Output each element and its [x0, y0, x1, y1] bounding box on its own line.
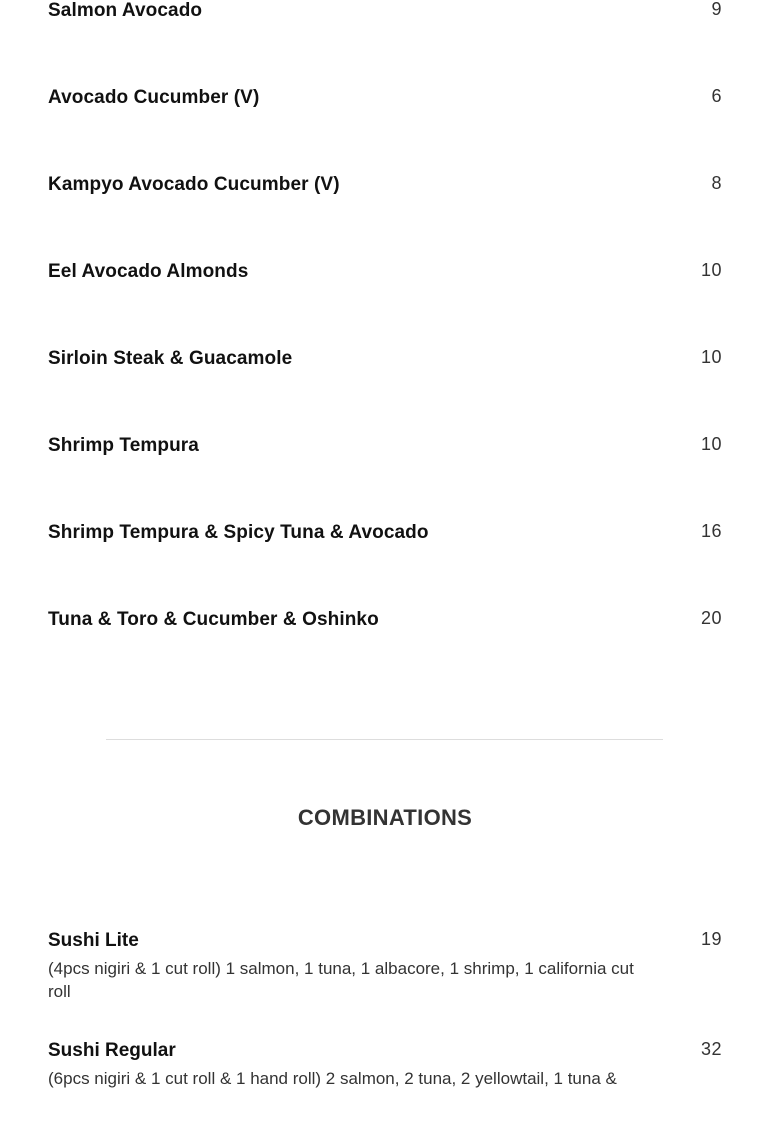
- item-name: Sirloin Steak & Guacamole: [48, 348, 293, 369]
- menu-item: [48, 346, 722, 433]
- item-name: Tuna & Toro & Cucumber & Oshinko: [48, 609, 379, 630]
- menu-item: [48, 85, 722, 172]
- item-price: 6: [711, 86, 722, 106]
- item-price: 9: [711, 0, 722, 19]
- item-price: 19: [700, 929, 722, 949]
- item-description: (6pcs nigiri & 1 cut roll & 1 hand roll) 2 salmon, 2 tuna, 2 yellowtail, 1 tuna &: [48, 1069, 617, 1088]
- item-name: Kampyo Avocado Cucumber (V): [48, 174, 340, 195]
- item-price: 10: [700, 260, 722, 280]
- item-name: Eel Avocado Almonds: [48, 261, 249, 282]
- item-price: 20: [700, 608, 722, 628]
- item-name: Shrimp Tempura & Spicy Tuna & Avocado: [48, 522, 429, 543]
- menu-item: [48, 607, 722, 694]
- menu-item: [48, 520, 722, 607]
- item-price: 10: [700, 434, 722, 454]
- menu-item: [48, 928, 722, 1038]
- item-name: Sushi Lite: [48, 930, 139, 951]
- item-name: Shrimp Tempura: [48, 435, 199, 456]
- item-price: 16: [700, 521, 722, 541]
- item-name: Sushi Regular: [48, 1040, 176, 1061]
- item-price: 32: [700, 1039, 722, 1059]
- item-description: (4pcs nigiri & 1 cut roll) 1 salmon, 1 tuna, 1 albacore, 1 shrimp, 1 california cut roll: [48, 959, 634, 1001]
- menu-item: [48, 0, 722, 85]
- item-price: 8: [711, 173, 722, 193]
- menu-item: [48, 1038, 722, 1148]
- combinations-list: [48, 928, 722, 1148]
- section-divider: [106, 739, 663, 740]
- menu-item: [48, 259, 722, 346]
- section-title: COMBINATIONS: [297, 805, 473, 831]
- item-name: Salmon Avocado: [48, 0, 203, 21]
- item-name: Avocado Cucumber (V): [48, 87, 260, 108]
- menu-item: [48, 433, 722, 520]
- rolls-list: [48, 0, 722, 694]
- item-price: 10: [700, 347, 722, 367]
- menu-item: [48, 172, 722, 259]
